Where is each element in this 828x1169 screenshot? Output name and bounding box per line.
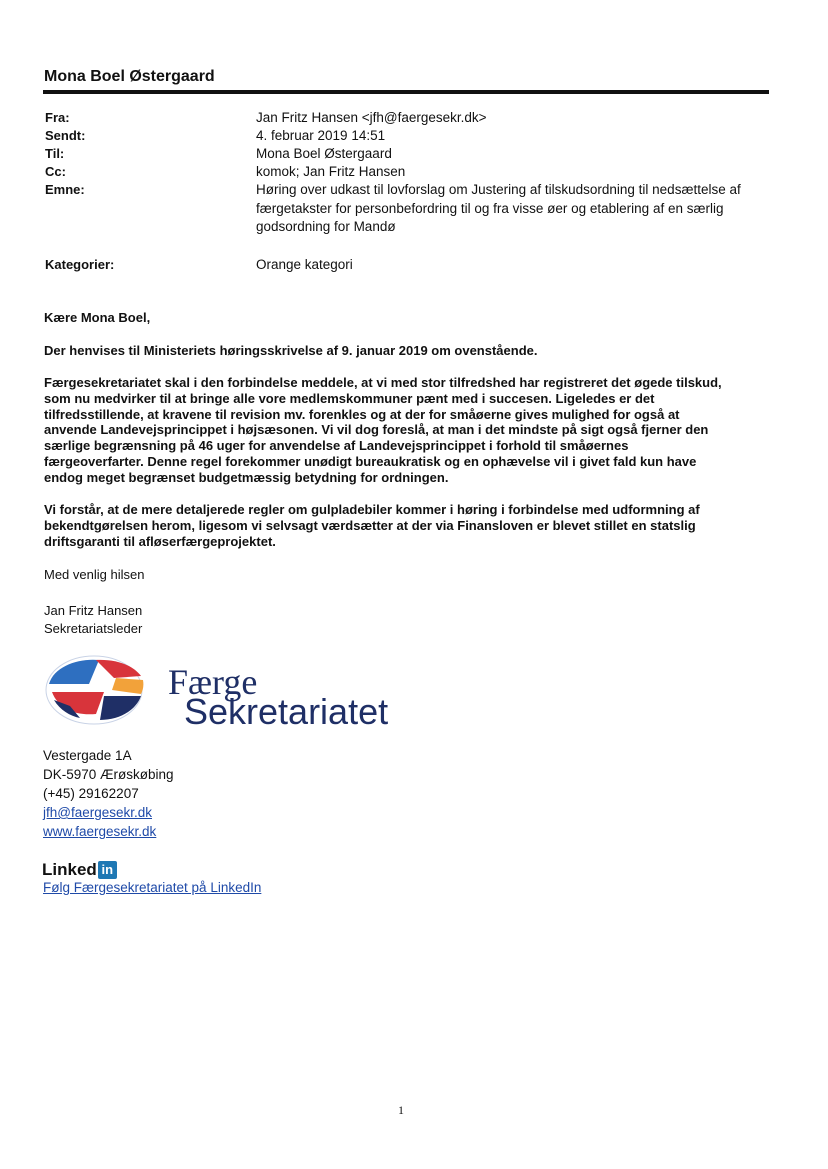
linkedin-logo xyxy=(42,860,117,880)
paragraph-line: anvende Landevejsprincippet i højsæsonen. Vi vil dog foreslå, at man i det mindste på sigt også fjerner den xyxy=(44,422,709,438)
header-divider xyxy=(43,90,769,94)
from-label: Fra: xyxy=(45,110,70,125)
paragraph-line: Færgesekretariatet skal i den forbindelse meddele, at vi med stor tilfredshed har registreret det øgede tilskud, xyxy=(44,375,722,390)
category-label: Kategorier: xyxy=(45,257,115,272)
closing: Med venlig hilsen xyxy=(44,567,145,582)
paragraph-line: som nu medvirker til at bringe alle vore medlemskommuner pænt med i succesen. Ligeledes er det xyxy=(44,390,655,406)
address-city: DK-5970 Ærøskøbing xyxy=(43,767,174,782)
paragraph-line: bekendtgørelsen herom, ligesom vi selvsagt værdsætter at der via Finansloven er blevet stillet en statslig xyxy=(44,517,696,533)
category-value: Orange kategori xyxy=(256,257,353,272)
from-value: Jan Fritz Hansen <jfh@faergesekr.dk> xyxy=(256,110,487,125)
signer-name: Jan Fritz Hansen xyxy=(44,603,143,618)
paragraph-1: Der henvises til Ministeriets høringsskrivelse af 9. januar 2019 om ovenstående. xyxy=(44,343,538,358)
paragraph-line: driftsgaranti til afløserfærgeprojektet. xyxy=(44,533,276,549)
to-value: Mona Boel Østergaard xyxy=(256,146,392,161)
logo-wordmark-line1: Færge xyxy=(168,662,258,702)
paragraph-line: tilfredsstillende, at kravene til revision mv. forenkles og at der for småøerne gives mulighed for også at xyxy=(44,406,680,422)
linkedin-icon: in xyxy=(98,861,117,879)
linkedin-wordmark: Linked xyxy=(42,860,97,879)
paragraph-2 xyxy=(44,375,764,486)
sent-value: 4. februar 2019 14:51 xyxy=(256,128,386,143)
phone-number: (+45) 29162207 xyxy=(43,786,139,801)
website-link[interactable]: www.faergesekr.dk xyxy=(43,824,157,839)
paragraph-line: endog meget begrænset budgetmæssig betydning for ordningen. xyxy=(44,469,449,485)
email-link[interactable]: jfh@faergesekr.dk xyxy=(43,805,153,820)
subject-line: godsordning for Mandø xyxy=(256,219,396,234)
linkedin-follow-link[interactable]: Følg Færgesekretariatet på LinkedIn xyxy=(43,880,262,895)
cc-value: komok; Jan Fritz Hansen xyxy=(256,164,406,179)
faergesekretariatet-logo xyxy=(44,654,424,739)
paragraph-line: særlige begrænsning på 46 uger for anvendelse af Landevejsprincippet i forhold til småøernes xyxy=(44,438,629,454)
subject-line: færgetakster for personbefordring til og fra visse øer og etablering af en særlig xyxy=(256,200,724,216)
subject-label: Emne: xyxy=(45,182,85,197)
address-street: Vestergade 1A xyxy=(43,748,132,763)
logo-wordmark-line2: Sekretariatet xyxy=(184,691,389,732)
to-label: Til: xyxy=(45,146,65,161)
page-number: 1 xyxy=(398,1103,404,1117)
subject-value xyxy=(256,181,741,237)
logo-graphic xyxy=(44,654,424,734)
greeting: Kære Mona Boel, xyxy=(44,310,151,325)
sent-label: Sendt: xyxy=(45,128,86,143)
paragraph-line: Vi forstår, at de mere detaljerede regler om gulpladebiler kommer i høring i forbindelse med udformning af xyxy=(44,502,700,517)
signer-title: Sekretariatsleder xyxy=(44,621,143,636)
paragraph-3 xyxy=(44,502,764,549)
subject-line: Høring over udkast til lovforslag om Justering af tilskudsordning til nedsættelse af xyxy=(256,182,741,197)
sender-name: Mona Boel Østergaard xyxy=(44,68,215,85)
cc-label: Cc: xyxy=(45,164,66,179)
paragraph-line: færgeoverfarter. Denne regel forekommer unødigt bureaukratisk og en ophævelse vil i givet fald kun have xyxy=(44,453,697,469)
